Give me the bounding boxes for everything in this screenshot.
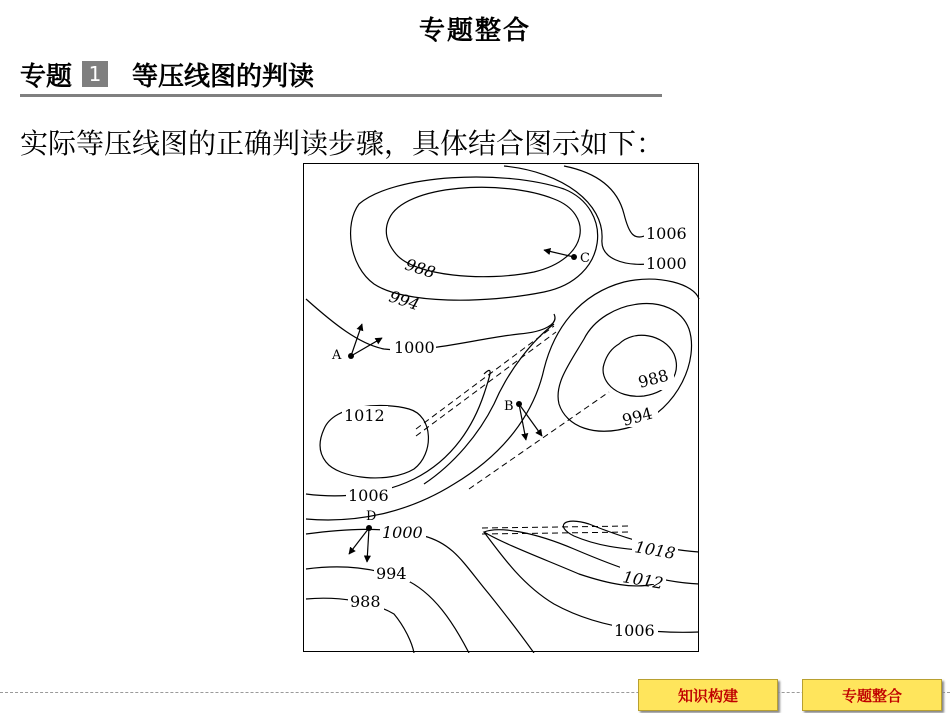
isobar-1006-top — [564, 166, 649, 237]
isobar-1000-low — [306, 529, 534, 653]
section-header — [20, 54, 662, 97]
label-1006-top: 1006 — [646, 224, 687, 243]
isobar-1006-left — [306, 370, 490, 496]
isobar-mid-ridge — [424, 324, 554, 484]
point-c-dot — [571, 254, 577, 260]
label-988-right: 988 — [636, 365, 671, 392]
label-988-low: 988 — [350, 592, 381, 611]
isobar-map-figure — [304, 164, 700, 653]
trough-line-right — [469, 392, 609, 489]
label-988-top: 988 — [402, 254, 438, 283]
intro-text: 实际等压线图的正确判读步骤，具体结合图示如下： — [20, 127, 665, 160]
label-1000-mid: 1000 — [394, 338, 435, 357]
isobar-map — [303, 163, 699, 652]
point-d-dot — [366, 525, 372, 531]
label-994-low: 994 — [376, 564, 407, 583]
knowledge-structure-button[interactable]: 知识构建 — [638, 679, 778, 711]
point-c-label: C — [580, 251, 590, 266]
isobar-1018-right — [563, 521, 699, 552]
label-1018-right: 1018 — [633, 537, 677, 564]
label-1006-bottom: 1006 — [614, 621, 655, 640]
page-title: 专题整合 — [418, 16, 531, 46]
label-1000-top: 1000 — [646, 254, 687, 273]
label-1012-right: 1012 — [621, 567, 665, 594]
label-1006-left: 1006 — [348, 486, 389, 505]
label-1012-left: 1012 — [344, 406, 385, 425]
topic-integration-button[interactable]: 专题整合 — [802, 679, 942, 711]
trough-line-upper-a — [416, 326, 554, 429]
isobar-1006-right — [306, 279, 699, 520]
arrow-d-2 — [367, 528, 369, 562]
point-a-dot — [348, 353, 354, 359]
arrow-d-1 — [349, 528, 369, 554]
point-b-dot — [516, 401, 522, 407]
label-994-right: 994 — [620, 403, 655, 430]
point-a-label: A — [332, 348, 342, 363]
point-b-label: B — [504, 399, 514, 414]
point-d-label: D — [366, 509, 377, 524]
section-name: 等压线图的判读 — [132, 61, 315, 92]
section-number-badge: 1 — [82, 61, 108, 87]
label-1000-low: 1000 — [382, 523, 423, 542]
section-prefix: 专题 — [20, 61, 73, 92]
ridge-line-low-a — [482, 526, 632, 528]
label-994-top: 994 — [386, 286, 422, 315]
